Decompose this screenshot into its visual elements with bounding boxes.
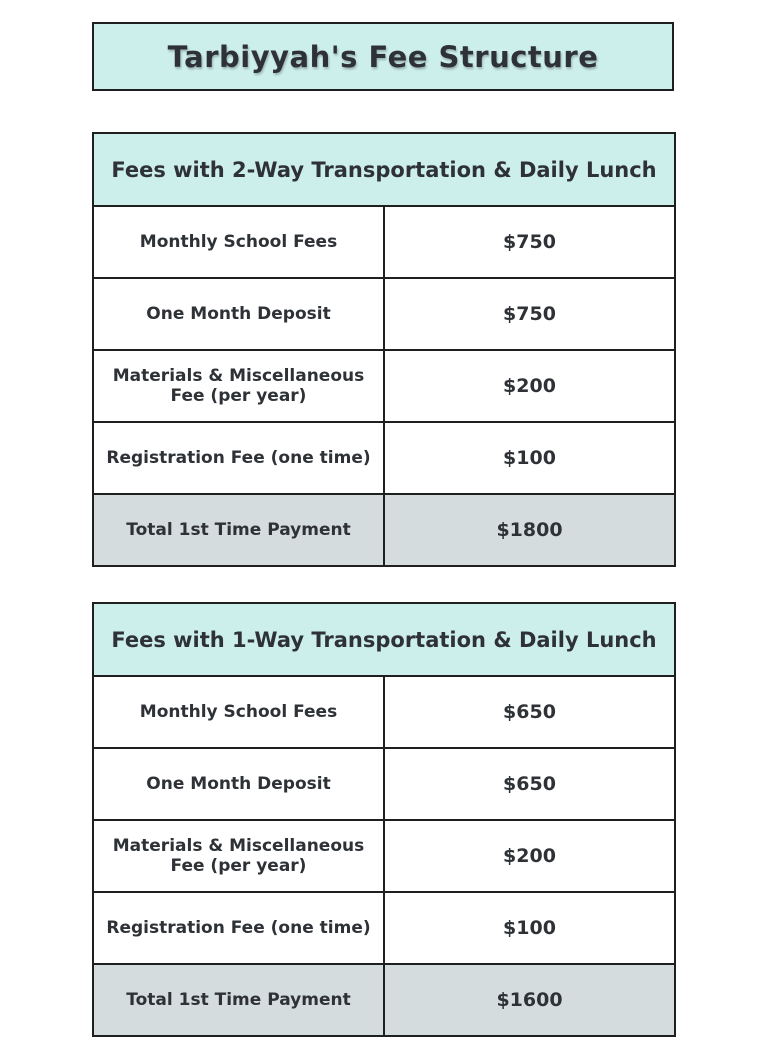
fee-label: Registration Fee (one time) [93, 892, 384, 964]
table-heading: Fees with 2-Way Transportation & Daily Lunch [93, 133, 675, 206]
fee-amount: $100 [384, 892, 675, 964]
fee-amount: $200 [384, 820, 675, 892]
page-title-box [92, 22, 674, 91]
total-label: Total 1st Time Payment [93, 964, 384, 1036]
fee-label: Materials & Miscellaneous Fee (per year) [93, 820, 384, 892]
total-row [93, 494, 675, 566]
table-row [93, 892, 675, 964]
total-label: Total 1st Time Payment [93, 494, 384, 566]
table-header-row [93, 133, 675, 206]
fee-label: One Month Deposit [93, 748, 384, 820]
page-title: Tarbiyyah's Fee Structure [167, 39, 599, 74]
fee-amount: $650 [384, 748, 675, 820]
table-row [93, 748, 675, 820]
fee-amount: $750 [384, 206, 675, 278]
total-amount: $1600 [384, 964, 675, 1036]
fee-amount: $650 [384, 676, 675, 748]
fee-table-2-way [92, 132, 676, 567]
table-row [93, 820, 675, 892]
fee-amount: $200 [384, 350, 675, 422]
fee-label: Materials & Miscellaneous Fee (per year) [93, 350, 384, 422]
fee-table-1-way [92, 602, 676, 1037]
total-row [93, 964, 675, 1036]
table-row [93, 350, 675, 422]
table-row [93, 206, 675, 278]
total-amount: $1800 [384, 494, 675, 566]
table-header-row [93, 603, 675, 676]
table-heading: Fees with 1-Way Transportation & Daily Lunch [93, 603, 675, 676]
fee-label: Monthly School Fees [93, 676, 384, 748]
table-row [93, 676, 675, 748]
fee-label: Registration Fee (one time) [93, 422, 384, 494]
fee-label: One Month Deposit [93, 278, 384, 350]
table-row [93, 422, 675, 494]
table-row [93, 278, 675, 350]
fee-label: Monthly School Fees [93, 206, 384, 278]
fee-amount: $100 [384, 422, 675, 494]
fee-amount: $750 [384, 278, 675, 350]
